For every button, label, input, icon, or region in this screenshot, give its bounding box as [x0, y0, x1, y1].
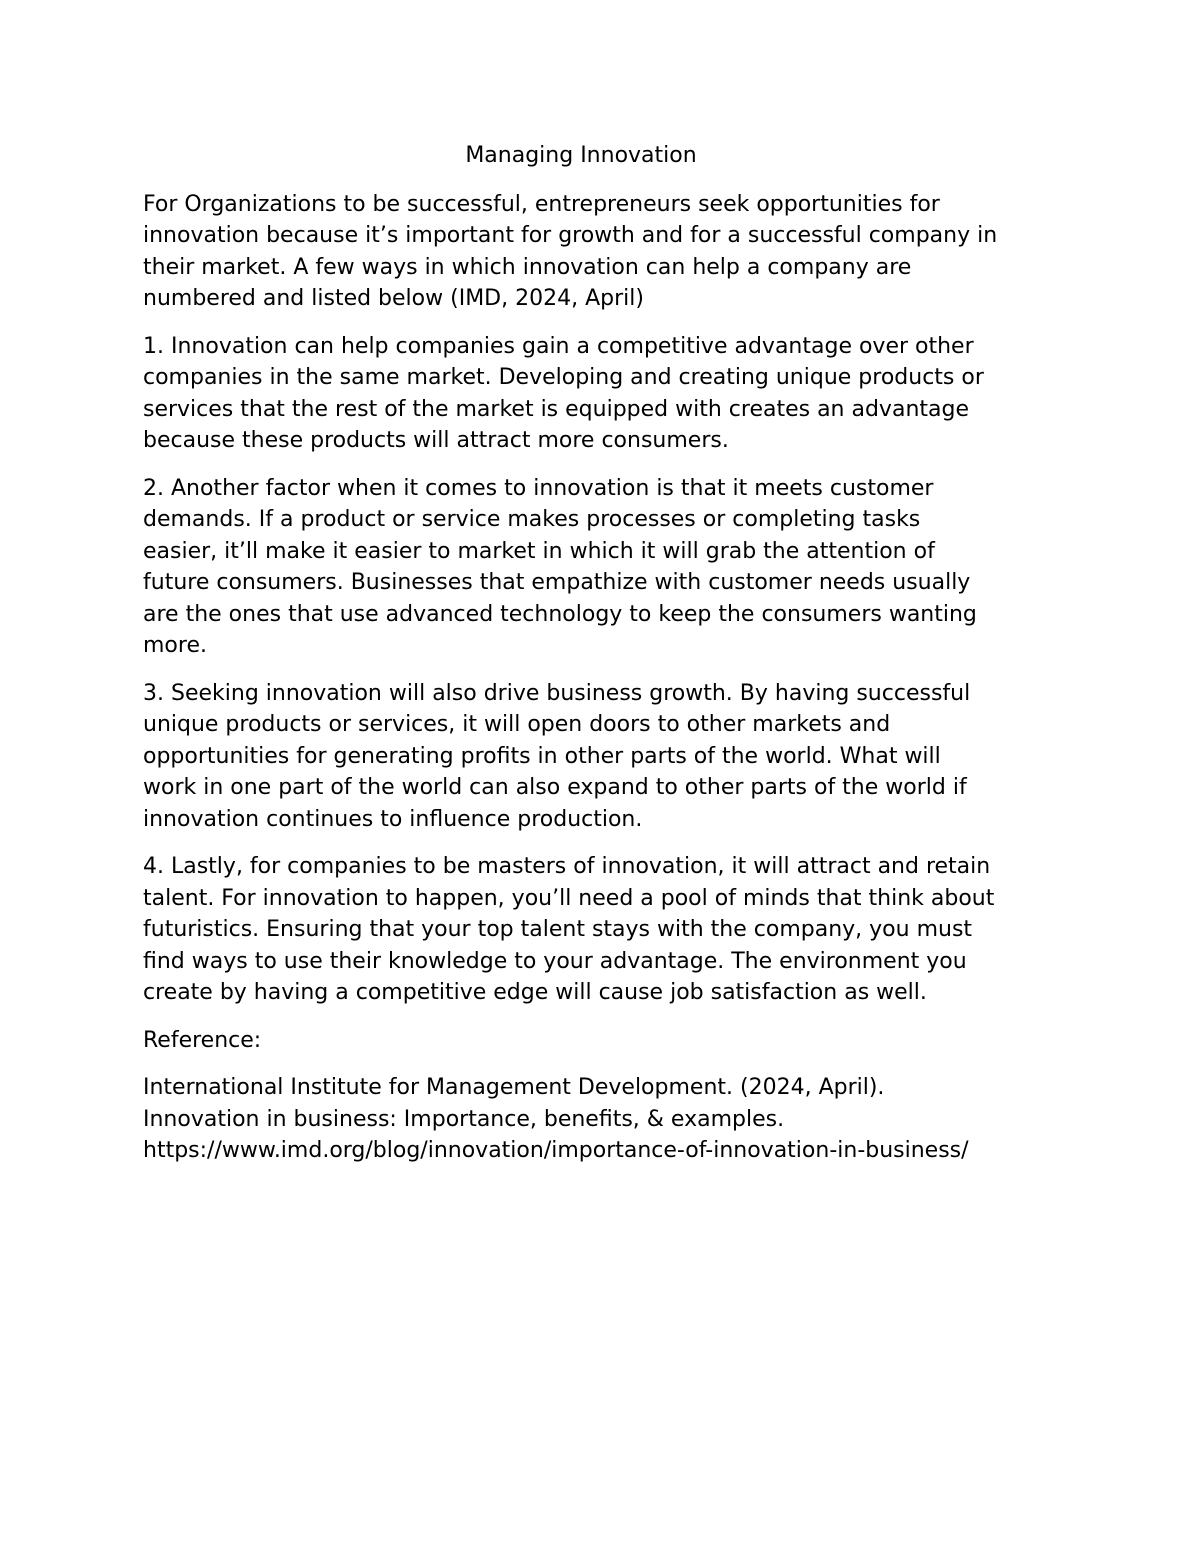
document-title: Managing Innovation	[465, 143, 697, 168]
text-line: because these products will attract more consumers.	[143, 428, 729, 453]
text-line: future consumers. Businesses that empathize with customer needs usually	[143, 570, 971, 595]
text-line: 4. Lastly, for companies to be masters of innovation, it will attract and retain	[143, 854, 991, 879]
point-1-paragraph	[143, 331, 1063, 457]
text-line: Reference:	[143, 1027, 262, 1053]
text-line: International Institute for Management Development. (2024, April).	[143, 1075, 885, 1100]
text-line: more.	[143, 633, 207, 658]
reference-url: https://www.imd.org/blog/innovation/importance-of-innovation-in-business/	[143, 1138, 969, 1163]
text-line: innovation continues to influence production.	[143, 806, 643, 832]
text-line: 3. Seeking innovation will also drive business growth. By having successful	[143, 680, 971, 706]
text-line: services that the rest of the market is equipped with creates an advantage	[143, 396, 969, 422]
text-line: Innovation in business: Importance, benefits, & examples.	[143, 1106, 785, 1132]
text-line: numbered and listed below (IMD, 2024, April)	[143, 286, 644, 311]
text-line: work in one part of the world can also expand to other parts of the world if	[143, 775, 967, 800]
intro-paragraph	[143, 189, 1063, 315]
point-4-paragraph	[143, 851, 1063, 1009]
text-line: innovation because it’s important for growth and for a successful company in	[143, 223, 998, 248]
text-line: create by having a competitive edge will cause job satisfaction as well.	[143, 980, 927, 1005]
text-line: talent. For innovation to happen, you’ll need a pool of minds that think about	[143, 885, 995, 911]
text-line: futuristics. Ensuring that your top talent stays with the company, you must	[143, 917, 973, 942]
reference-entry	[143, 1072, 1063, 1167]
point-2-paragraph	[143, 473, 1063, 662]
text-line: easier, it’ll make it easier to market in which it will grab the attention of	[143, 538, 935, 564]
text-line: opportunities for generating profits in other parts of the world. What will	[143, 743, 941, 769]
text-line: 2. Another factor when it comes to innovation is that it meets customer	[143, 475, 934, 501]
text-line: companies in the same market. Developing and creating unique products or	[143, 365, 984, 390]
text-line: unique products or services, it will open doors to other markets and	[143, 712, 891, 737]
point-3-paragraph	[143, 678, 1063, 836]
reference-heading	[143, 1025, 1063, 1057]
text-line: their market. A few ways in which innovation can help a company are	[143, 254, 912, 280]
text-line: 1. Innovation can help companies gain a competitive advantage over other	[143, 333, 974, 359]
document-page	[143, 140, 1063, 1183]
text-line: are the ones that use advanced technology to keep the consumers wanting	[143, 601, 977, 627]
text-line: For Organizations to be successful, entrepreneurs seek opportunities for	[143, 191, 940, 217]
text-line: find ways to use their knowledge to your advantage. The environment you	[143, 948, 967, 974]
text-line: demands. If a product or service makes processes or completing tasks	[143, 507, 921, 532]
